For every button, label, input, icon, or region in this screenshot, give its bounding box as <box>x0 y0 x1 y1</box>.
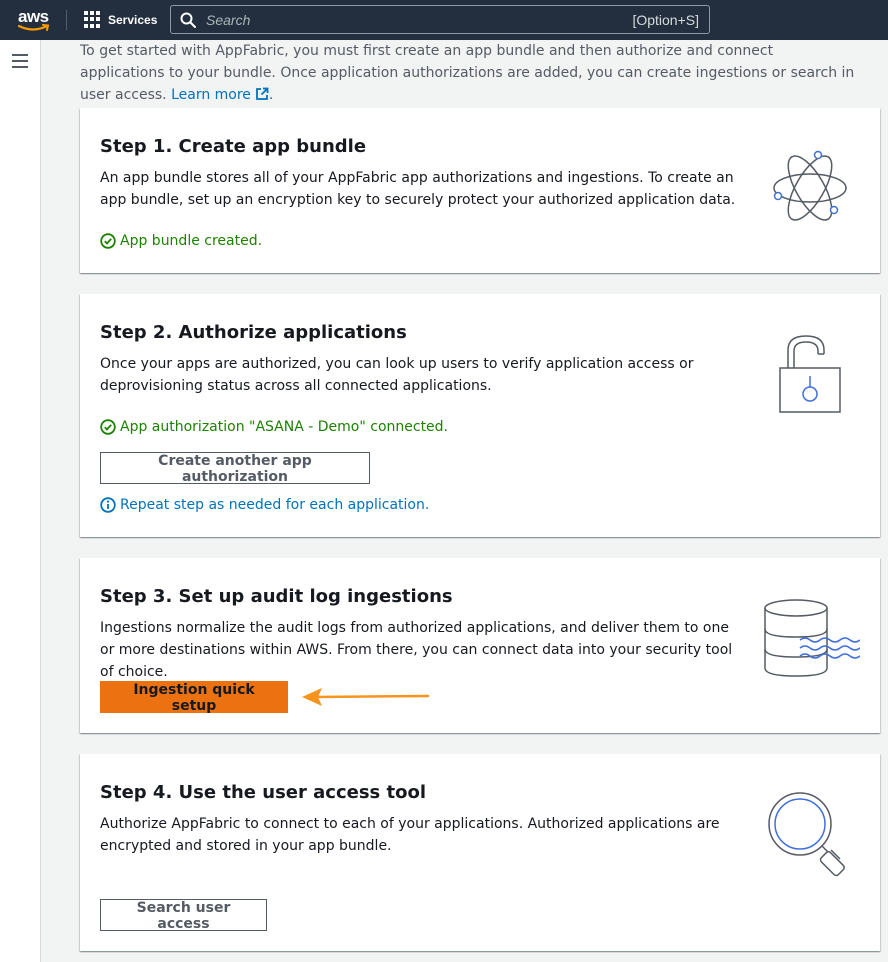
step-4-card <box>80 754 880 951</box>
database-icon <box>760 594 860 682</box>
search-icon <box>180 12 196 28</box>
side-navigation-rail <box>0 40 41 962</box>
step-4-description: Authorize AppFabric to connect to each of your applications. Authorized applications are encrypted and stored in your app bundle. <box>100 816 720 854</box>
aws-logo[interactable]: aws <box>17 6 51 34</box>
top-navigation <box>0 0 888 40</box>
step-1-title: Step 1. Create app bundle <box>100 136 367 157</box>
menu-icon[interactable] <box>12 54 28 68</box>
intro-text: To get started with AppFabric, you must first create an app bundle and then authorize and connect applications to your bundle. Once application authorizations are added, you can create ingestions or search in user access. Learn more . <box>80 43 855 103</box>
grid-icon <box>84 11 101 28</box>
magnifier-icon <box>766 790 856 878</box>
padlock-icon <box>776 332 844 416</box>
search-placeholder: Search <box>206 12 251 28</box>
step-4-title: Step 4. Use the user access tool <box>100 782 427 803</box>
info-icon <box>100 497 116 513</box>
search-user-access-button[interactable]: Search user access <box>100 899 267 931</box>
search-shortcut-hint: [Option+S] <box>632 12 699 28</box>
step-1-status: App bundle created. <box>100 233 262 249</box>
step-1-description: An app bundle stores all of your AppFabric app authorizations and ingestions. To create an app bundle, set up an encryption key to securely protect your authorized application data. <box>100 170 736 208</box>
step-2-card <box>80 294 880 537</box>
step-1-card <box>80 108 880 273</box>
services-label: Services <box>108 12 158 27</box>
step-3-card <box>80 558 880 733</box>
create-another-app-authorization-button[interactable]: Create another app authorization <box>100 452 370 484</box>
intro-paragraph: To get started with AppFabric, you must first create an app bundle and then authorize and connect applications to your bundle. Once application authorizations are added, you can create ingestions or search in user access. <box>80 43 855 103</box>
step-2-info: Repeat step as needed for each application. <box>100 497 429 513</box>
ingestion-quick-setup-button[interactable]: Ingestion quick setup <box>100 681 288 713</box>
atom-icon <box>770 146 850 230</box>
learn-more-link[interactable]: Learn more <box>171 87 269 103</box>
step-2-description: Once your apps are authorized, you can look up users to verify application access or deprovisioning status across all connected applications. <box>100 356 694 394</box>
services-menu-button[interactable] <box>84 11 157 28</box>
annotation-arrow-icon <box>300 686 432 708</box>
step-2-title: Step 2. Authorize applications <box>100 322 407 343</box>
success-check-icon <box>100 419 116 435</box>
step-3-title: Step 3. Set up audit log ingestions <box>100 586 453 607</box>
nav-divider <box>66 10 67 30</box>
search-input[interactable] <box>170 5 710 34</box>
success-check-icon <box>100 233 116 249</box>
step-3-description: Ingestions normalize the audit logs from authorized applications, and deliver them to one or more destinations within AWS. From there, you can connect data into your security tool of choice. <box>100 620 733 680</box>
aws-smile-icon <box>17 24 51 33</box>
step-2-status: App authorization "ASANA - Demo" connected. <box>100 419 448 435</box>
external-link-icon <box>255 87 269 101</box>
